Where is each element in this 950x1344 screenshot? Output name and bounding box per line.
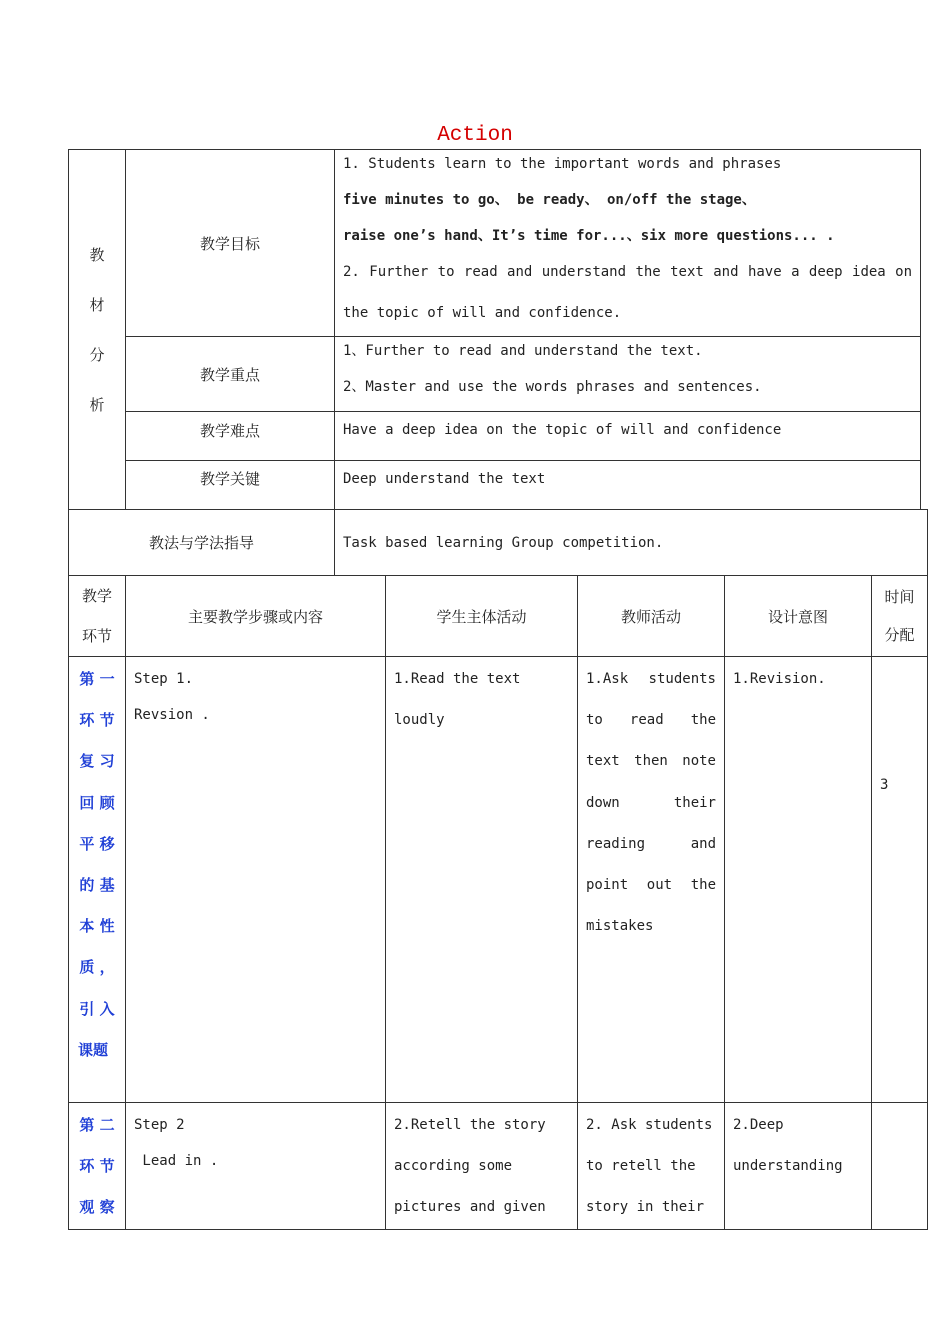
analysis-side-label: 教 材 分 析 bbox=[69, 150, 126, 510]
header-phase: 教学 环节 bbox=[69, 576, 126, 657]
key-points-content: 1、Further to read and understand the text. 2、Master and use the words phrases and sentences. bbox=[335, 337, 921, 412]
header-content: 主要教学步骤或内容 bbox=[126, 576, 386, 657]
teacher-cell: 1.Ask students to read the text then note down their reading and point out the mistakes bbox=[578, 657, 725, 1103]
header-student: 学生主体活动 bbox=[386, 576, 578, 657]
analysis-table bbox=[68, 149, 921, 510]
time-cell: 3 bbox=[872, 657, 928, 1103]
steps-table bbox=[68, 575, 928, 1230]
header-intent: 设计意图 bbox=[725, 576, 872, 657]
phase-cell: 第 二 环 节 观 察 bbox=[69, 1103, 126, 1230]
header-teacher: 教师活动 bbox=[578, 576, 725, 657]
teacher-cell: 2. Ask students to retell the story in their bbox=[578, 1103, 725, 1230]
table-row bbox=[69, 657, 928, 1103]
content-cell: Step 1. Revsion . bbox=[126, 657, 386, 1103]
phase-cell: 第 一 环 节 复 习 回 顾 平 移 的 基 本 性 质 ， 引 入 课题 bbox=[69, 657, 126, 1103]
objectives-label: 教学目标 bbox=[126, 150, 335, 337]
method-table bbox=[68, 509, 928, 576]
key-link-content: Deep understand the text bbox=[335, 461, 921, 510]
intent-cell: 1.Revision. bbox=[725, 657, 872, 1103]
header-time: 时间 分配 bbox=[872, 576, 928, 657]
method-value: Task based learning Group competition. bbox=[335, 510, 928, 576]
student-cell: 2.Retell the story according some pictures and given bbox=[386, 1103, 578, 1230]
page-title: Action bbox=[437, 124, 513, 147]
key-points-label: 教学重点 bbox=[126, 337, 335, 412]
student-cell: 1.Read the text loudly bbox=[386, 657, 578, 1103]
table-row bbox=[69, 1103, 928, 1230]
content-cell: Step 2 Lead in . bbox=[126, 1103, 386, 1230]
method-label: 教法与学法指导 bbox=[69, 510, 335, 576]
time-cell bbox=[872, 1103, 928, 1230]
steps-header-row bbox=[69, 576, 928, 657]
objectives-content: 1. Students learn to the important words and phrases five minutes to go、 be ready、 on/off the stage、 raise one’s hand、It’s time for...、six more questions... . 2. Further to read and understand the text and have a deep idea on the topic of will and confidence. bbox=[335, 150, 921, 337]
difficulties-content: Have a deep idea on the topic of will and confidence bbox=[335, 412, 921, 461]
key-link-label: 教学关键 bbox=[126, 461, 335, 510]
intent-cell: 2.Deep understanding bbox=[725, 1103, 872, 1230]
difficulties-label: 教学难点 bbox=[126, 412, 335, 461]
